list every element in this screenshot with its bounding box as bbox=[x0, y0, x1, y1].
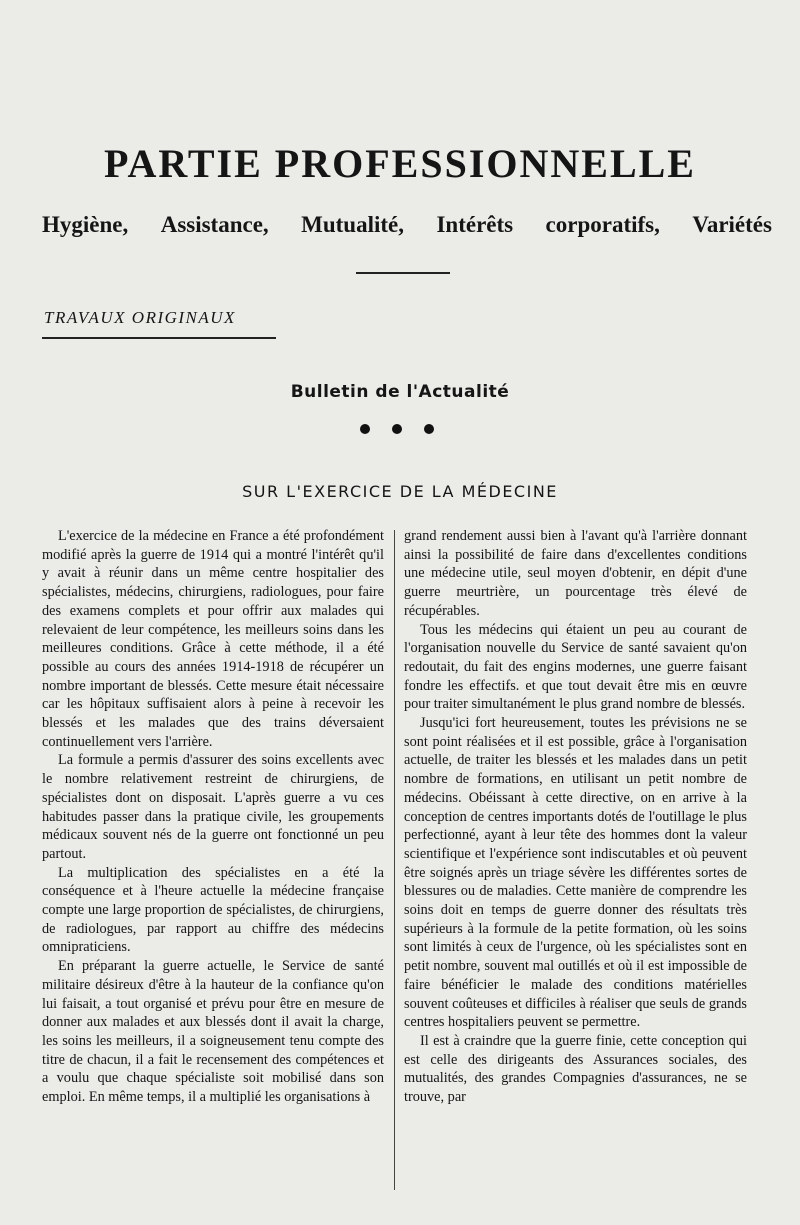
article-title: SUR L'EXERCICE DE LA MÉDECINE bbox=[242, 482, 558, 501]
paragraph: L'exercice de la médecine en France a été profondément modifié après la guerre de 1914 qui a montré l'intérêt qu'il y avait à réunir dans un même centre hospitalier des spécialistes, médecins, chirurgiens, radiologues, pour faire des examens complets et pour offrir aux malades qui relevaient de leur compétence, les meilleurs soins dans les meilleures conditions. Grâce à cette méthode, il a été possible au cours des années 1914-1918 de récupérer un nombre important de blessés. Cette mesure était nécessaire car les hôpitaux suffisaient alors à peine à recevoir les blessés et les malades que des trains déversaient continuellement vers l'arrière. bbox=[42, 528, 384, 750]
bulletin-title: Bulletin de l'Actualité bbox=[290, 382, 510, 402]
dot-ornament bbox=[360, 424, 370, 434]
dot-ornament bbox=[424, 424, 434, 434]
paragraph: La multiplication des spécialistes en a été la conséquence et à l'heure actuelle la médecine française compte une large proportion de spécialistes, de chirurgiens, de radiologues, par rapport au chiffre des médecins omnipraticiens. bbox=[42, 864, 384, 956]
ornament-dots bbox=[360, 424, 434, 434]
section-label: TRAVAUX ORIGINAUX bbox=[44, 308, 236, 327]
title-rule bbox=[356, 272, 450, 274]
paragraph: Il est à craindre que la guerre finie, cette conception qui est celle des dirigeants des Assurances sociales, des mutualités, des grandes Compagnies d'assurances, ne se trouve, par bbox=[404, 1032, 747, 1106]
section-rule bbox=[42, 337, 276, 339]
subtitle-word: Mutualité, bbox=[301, 212, 404, 237]
subtitle-word: corporatifs, bbox=[545, 212, 660, 237]
paragraph: En préparant la guerre actuelle, le Service de santé militaire désireux d'être à la hauteur de la confiance qu'on lui faisait, a tout organisé et prévu pour être en mesure de donner aux malades et aux blessés dont il avait la charge, les soins les meilleurs, il a soigneusement tenu compte des titre de chacun, il a fait le recensement des compétences et a voulu que chaque spécialiste soit mobilisé dans son emploi. En même temps, il a multiplié les organisations à bbox=[42, 958, 384, 1106]
column-divider bbox=[394, 530, 395, 1190]
subtitle-word: Intérêts bbox=[436, 212, 514, 237]
paragraph: Tous les médecins qui étaient un peu au courant de l'organisation nouvelle du Service de santé savaient qu'on redoutait, du fait des engins modernes, une guerre faisant fondre les effectifs. et que tout devait être mis en œuvre pour traiter simultanément le plus grand nombre de blessés. bbox=[404, 621, 747, 713]
subtitle-word: Assistance, bbox=[160, 212, 269, 237]
subtitle-word: Variétés bbox=[692, 212, 772, 237]
subtitle-word: Hygiène, bbox=[42, 212, 129, 237]
dot-ornament bbox=[392, 424, 402, 434]
paragraph: grand rendement aussi bien à l'avant qu'à l'arrière donnant ainsi la possibilité de faire dans d'excellentes conditions une médecine utile, seul moyen d'obtenir, en dépit d'une guerre meurtrière, un pourcentage très élevé de récupérables. bbox=[404, 528, 747, 619]
right-column bbox=[404, 527, 747, 1107]
paragraph: La formule a permis d'assurer des soins excellents avec le nombre relativement restreint de chirurgiens, de spécialistes dont on disposait. L'après guerre a vu ces habitudes passer dans la pratique civile, les groupements médicaux souvent nés de la guerre ont fonctionné un peu partout. bbox=[42, 752, 384, 862]
paragraph: Jusqu'ici fort heureusement, toutes les prévisions ne se sont point réalisées et il est possible, grâce à l'organisation actuelle, de traiter les blessés et les malades dans un petit nombre de formations, en utilisant un petit nombre de médecins. Obéissant à cette directive, on en arrive à la conception de centres importants dotés de l'outillage le plus perfectionné, ayant à leur tête des hommes dont la valeur scientifique et l'expérience sont indiscutables et où peuvent être soignés après un triage sévère les différentes sortes de blessures ou de maladies. Cette manière de comprendre les soins doit en temps de guerre donner des résultats très supérieurs à la formule de la petite formation, où les soins sont limités à ceux de l'urgence, où les spécialistes sont en petit nombre, souvent mal outillés et où il est impossible de faire bénéficier le malade des conditions matérielles souvent coûteuses et difficiles à réaliser que seuls de grands centres hospitaliers peuvent se permettre. bbox=[404, 715, 747, 1031]
subtitle bbox=[42, 212, 772, 238]
page-title: PARTIE PROFESSIONNELLE bbox=[104, 141, 696, 186]
left-column bbox=[42, 527, 384, 1107]
